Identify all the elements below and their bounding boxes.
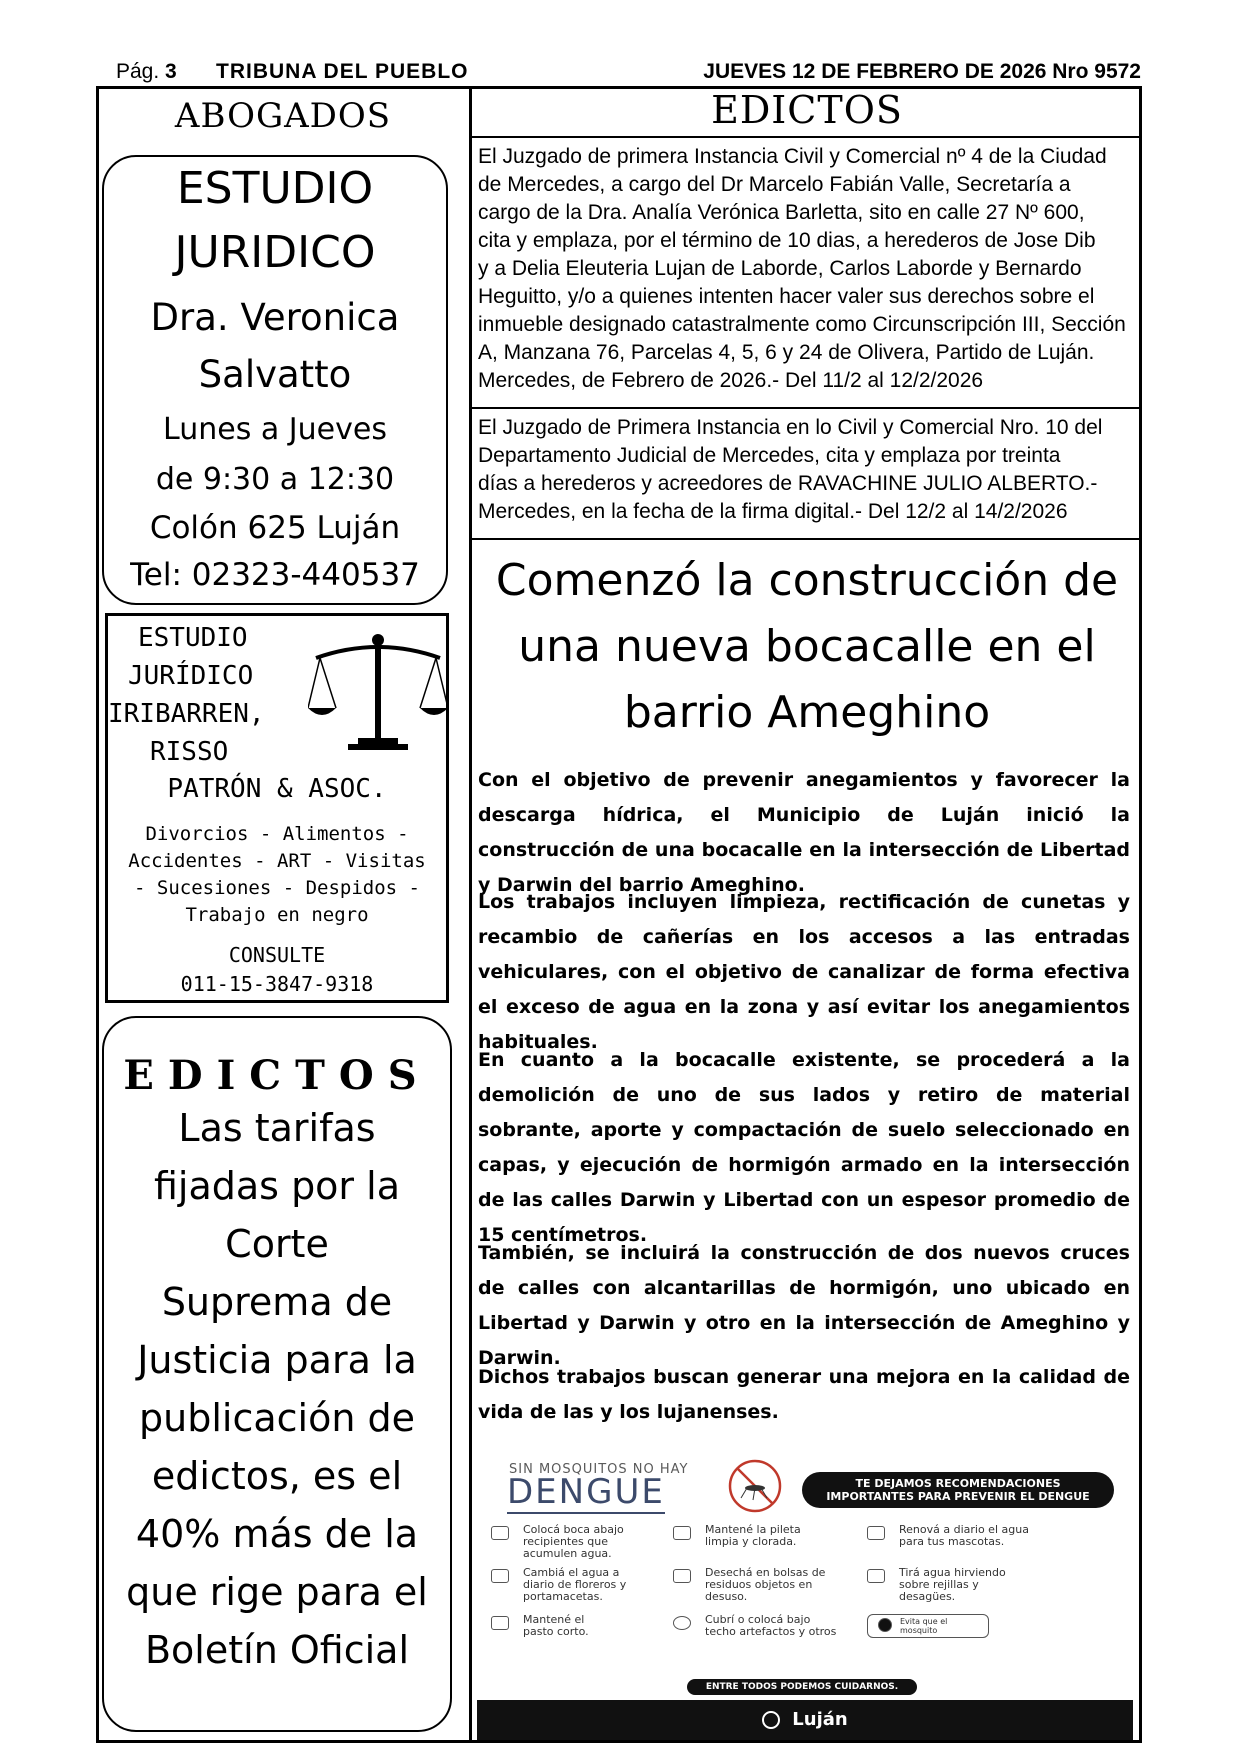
dengue-tip [867,1567,1047,1611]
edicto-line: cargo de la Dra. Analía Verónica Barletta, sito en calle 27 Nº 600, [478,201,1085,224]
service-line: Accidentes - ART - Visitas [128,850,426,872]
article-headline [472,548,1142,746]
tarifas-line: publicación de [139,1396,415,1440]
tarifas-line: Suprema de [161,1280,393,1324]
dengue-tip [491,1614,671,1658]
edicto-line: El Juzgado de Primera Instancia en lo Civil y Comercial Nro. 10 del [478,416,1103,439]
tip-line: desagües. [899,1590,956,1603]
tip-text [523,1614,589,1638]
section-rule [472,538,1142,540]
estudio-iribarren-ad [105,613,449,1003]
ad-phone: Tel: 02323-440537 [130,557,420,593]
article-paragraph: Dichos trabajos buscan generar una mejora en la calidad de vida de las y los lujanenses. [478,1366,1130,1423]
tip-line: diario de floreros y [523,1578,627,1591]
ad-line: de 9:30 a 12:30 [155,462,395,497]
ad-line: JURÍDICO [128,661,254,691]
close-circle-icon [878,1618,892,1632]
edicto-line: Heguitto, y/o a quienes intenten hacer valer sus derechos sobre el [478,285,1095,308]
edicto-2 [478,414,1130,526]
tarifas-line: Las tarifas [178,1106,376,1150]
article-paragraph: En cuanto a la bocacalle existente, se procederá a la demolición de uno de sus lados y retiro de material sobrante, aporte y compactación de suelo seleccionado en capas, y ejecución de hormigón armado en la intersección de las calles Darwin y Libertad con un espesor promedio de 15 centímetros. [478,1049,1130,1246]
service-line: Trabajo en negro [185,904,369,926]
contact-phone: 011-15-3847-9318 [180,972,374,996]
article-paragraph: Los trabajos incluyen limpieza, rectificación de cunetas y recambio de cañerías en los accesos a las entradas vehiculares, con el objetivo de canalizar de forma efectiva el exceso de agua en la zona y así evitar los anegamientos habituales. [478,891,1130,1053]
ad-line: JURIDICO [174,227,376,278]
ad-line: Salvatto [198,353,352,396]
pool-icon [673,1526,691,1540]
tip-line: recipientes que [523,1535,608,1548]
recommendations-pill [802,1472,1114,1508]
tip-text [705,1567,825,1603]
tip-text [899,1524,1029,1548]
tarifas-line: 40% más de la [135,1512,419,1556]
consulte-label: CONSULTE [228,943,326,967]
dengue-tip [867,1614,989,1638]
dengue-tip [673,1614,853,1658]
section-rule [472,407,1142,409]
tip-line: Desechá en bolsas de [705,1566,826,1579]
service-line: Divorcios - Alimentos - [145,823,409,845]
tip-line: residuos objetos en [705,1578,813,1591]
bowl-icon [867,1526,885,1540]
tarifas-text [104,1099,450,1679]
vase-icon [491,1569,509,1583]
pill-line: IMPORTANTES PARA PREVENIR EL DENGUE [826,1490,1090,1503]
tip-line: Mantené el [523,1613,585,1626]
abogados-title: ABOGADOS [174,96,392,136]
edicto-line: de Mercedes, a cargo del Dr Marcelo Fabián Valle, Secretaría a [478,173,1071,196]
tip-line: Evita que el [900,1617,948,1626]
dengue-tip [491,1567,671,1611]
tip-text [705,1524,801,1548]
edicto-line: El Juzgado de primera Instancia Civil y Comercial nº 4 de la Ciudad [478,145,1107,168]
tip-line: acumulen agua. [523,1547,612,1560]
page-header [116,60,1141,84]
headline-line: barrio Ameghino [623,687,991,738]
lujan-seal-icon [762,1711,780,1729]
tip-line: Cambiá el agua a [523,1566,620,1579]
tip-line: Renová a diario el agua [899,1523,1029,1536]
tip-line: Colocá boca abajo [523,1523,624,1536]
tip-text [523,1524,624,1560]
pill-line: TE DEJAMOS RECOMENDACIONES [855,1477,1061,1490]
tarifas-line: Boletín Oficial [144,1628,409,1672]
tip-line: mosquito [900,1626,938,1635]
tip-line: Mantené la pileta [705,1523,801,1536]
trash-bag-icon [673,1569,691,1583]
edictos-tarifas-box [102,1016,452,1732]
article-paragraph: También, se incluirá la construcción de dos nuevos cruces de calles con alcantarillas de hormigón, uno ubicado en Libertad y Darwin y otro en la intersección de Ameghino y Darwin. [478,1242,1130,1369]
tarifas-line: Corte [225,1222,329,1266]
tarifas-line: que rige para el [126,1570,428,1614]
tip-line: desuso. [705,1590,748,1603]
issue-date: JUEVES 12 DE FEBRERO DE 2026 Nro 9572 [703,60,1141,83]
footer-pill: ENTRE TODOS PODEMOS CUIDARNOS. [687,1679,917,1695]
ad-line: Lunes a Jueves [163,412,387,447]
dengue-tip [867,1524,1047,1568]
column-divider [469,86,472,1743]
tip-line: Cubrí o colocá bajo [705,1613,811,1626]
bucket-icon [491,1526,509,1540]
dengue-ad [477,1444,1133,1736]
service-line: - Sucesiones - Despidos - [134,877,420,899]
tip-line: portamacetas. [523,1590,603,1603]
lujan-brand: Luján [792,1709,848,1730]
tarifas-line: fijadas por la [154,1164,400,1208]
headline-line: una nueva bocacalle en el [518,621,1096,672]
page-number: Pág. 3 [116,60,177,83]
edicto-line: Mercedes, de Febrero de 2026.- Del 11/2 al 12/2/2026 [478,369,984,392]
ad-line: ESTUDIO [176,163,374,214]
tarifas-line: Justicia para la [137,1338,417,1382]
newspaper-name: TRIBUNA DEL PUEBLO [216,60,469,83]
edicto-line: cita y emplaza, por el término de 10 dias, a herederos de Jose Dib [478,229,1096,252]
tip-text [705,1614,836,1638]
services-list [108,821,446,929]
headline-line: Comenzó la construcción de [495,555,1119,606]
edicto-line: días a herederos y acreedores de RAVACHINE JULIO ALBERTO.- [478,472,1098,495]
ad-address: Colón 625 Luján [149,510,401,546]
edictos-box-title: EDICTOS [123,1052,431,1099]
scales-of-justice-icon [308,626,448,756]
article-paragraph: Con el objetivo de prevenir anegamientos y favorecer la descarga hídrica, el Municipio de Luján inició la construcción de una bocacalle en la intersección de Libertad y Darwin del barrio Ameghino. [478,769,1130,896]
tip-line: Tirá agua hirviendo [899,1566,1006,1579]
edicto-line: A, Manzana 76, Parcelas 4, 5, 6 y 24 de Olivera, Partido de Luján. [478,341,1095,364]
tip-text [900,1617,947,1635]
edicto-line: inmueble designado catastralmente como Circunscripción III, Sección [478,313,1126,336]
edicto-line: Departamento Judicial de Mercedes, cita y emplaza por treinta [478,444,1061,467]
tarifas-line: edictos, es el [151,1454,403,1498]
tip-text [523,1567,626,1603]
ad-line: ESTUDIO [138,623,248,653]
estudio-salvatto-ad [102,155,448,605]
ad-line: IRIBARREN, [108,699,265,729]
contact-block [108,941,446,999]
edicto-line: y a Delia Eleuteria Lujan de Laborde, Carlos Laborde y Bernardo [478,257,1082,280]
no-mosquito-icon [727,1458,783,1514]
dengue-tip [491,1524,671,1568]
ad-line: RISSO [150,737,229,767]
tip-line: limpia y clorada. [705,1535,797,1548]
lujan-banner [477,1700,1133,1740]
dengue-kicker: SIN MOSQUITOS NO HAY [509,1462,689,1477]
dengue-tip [673,1524,853,1568]
ad-line: PATRÓN & ASOC. [167,774,387,804]
tire-icon [673,1616,691,1630]
edicto-line: Mercedes, en la fecha de la firma digital.- Del 12/2 al 14/2/2026 [478,500,1068,523]
kettle-icon [867,1569,885,1583]
dengue-tip [673,1567,853,1611]
edictos-title: EDICTOS [711,88,903,132]
ad-line: Dra. Veronica [150,296,400,339]
section-rule [472,136,1142,138]
mower-icon [491,1616,509,1630]
tip-line: pasto corto. [523,1625,589,1638]
dengue-title: DENGUE [507,1472,665,1512]
tip-line: para tus mascotas. [899,1535,1005,1548]
tip-line: techo artefactos y otros [705,1625,837,1638]
edicto-1 [478,143,1130,395]
tip-text [899,1567,1006,1603]
tip-line: sobre rejillas y [899,1578,979,1591]
